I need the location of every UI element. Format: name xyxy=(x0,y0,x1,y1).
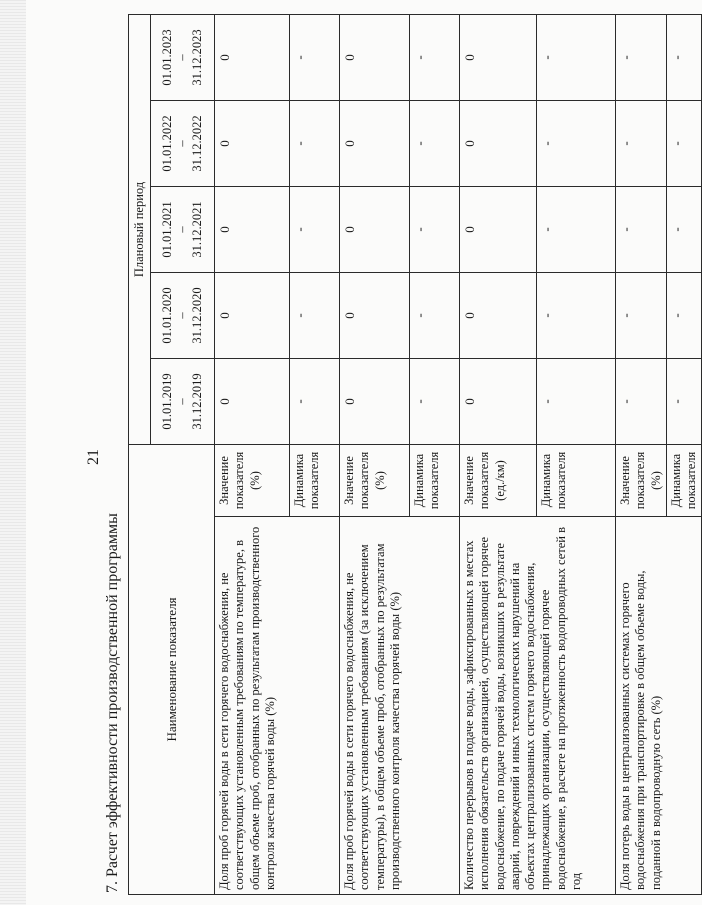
value-cell: - xyxy=(616,100,667,186)
period-end: 31.12.2020 xyxy=(190,287,205,344)
value-cell: - xyxy=(410,14,460,100)
period-dash: – xyxy=(174,398,189,405)
value-cell: 0 xyxy=(340,186,410,272)
efficiency-table xyxy=(128,14,702,895)
value-cell: - xyxy=(616,358,667,444)
value-cell: 0 xyxy=(215,358,290,444)
value-cell: 0 xyxy=(215,14,290,100)
indicator-kind: Динамика показателя xyxy=(537,444,616,516)
period-end: 31.12.2022 xyxy=(190,115,205,172)
period-header xyxy=(151,14,215,100)
period-header xyxy=(151,186,215,272)
indicator-kind: Значение показателя (%) xyxy=(340,444,410,516)
value-cell: 0 xyxy=(340,14,410,100)
period-start: 01.01.2022 xyxy=(159,115,174,172)
indicator-kind: Динамика показателя xyxy=(666,444,702,516)
period-header xyxy=(151,100,215,186)
value-cell: - xyxy=(290,14,340,100)
value-cell: - xyxy=(666,186,702,272)
value-cell: 0 xyxy=(215,100,290,186)
value-cell: - xyxy=(616,14,667,100)
rotated-page-content xyxy=(104,15,698,895)
value-cell: 0 xyxy=(460,186,537,272)
value-cell: 0 xyxy=(215,186,290,272)
table-row xyxy=(616,14,667,894)
period-end: 31.12.2023 xyxy=(190,29,205,86)
value-cell: 0 xyxy=(460,272,537,358)
value-cell: - xyxy=(410,358,460,444)
period-start: 01.01.2021 xyxy=(159,201,174,258)
indicator-kind: Значение показателя (%) xyxy=(215,444,290,516)
header-indicator-name: Наименование показателя xyxy=(129,444,215,894)
value-cell: - xyxy=(290,358,340,444)
indicator-kind: Значение показателя (%) xyxy=(616,444,667,516)
indicator-kind: Значение показателя (ед./км) xyxy=(460,444,537,516)
period-dash: – xyxy=(174,54,189,61)
value-cell: 0 xyxy=(340,358,410,444)
period-dash: – xyxy=(174,226,189,233)
value-cell: - xyxy=(666,100,702,186)
value-cell: 0 xyxy=(460,358,537,444)
indicator-name: Доля проб горячей воды в сети горячего водоснабжения, не соответствующих установленным требованиям по температуре, в общем объеме проб, отобранных по результатам производственного контроля качества горячей воды (%) xyxy=(215,517,340,895)
period-end: 31.12.2019 xyxy=(190,373,205,430)
indicator-kind: Динамика показателя xyxy=(410,444,460,516)
period-dash: – xyxy=(174,312,189,319)
period-end: 31.12.2021 xyxy=(190,201,205,258)
indicator-kind: Динамика показателя xyxy=(290,444,340,516)
table-row xyxy=(215,14,290,894)
value-cell: 0 xyxy=(460,14,537,100)
scan-edge xyxy=(0,0,26,905)
value-cell: - xyxy=(537,272,616,358)
value-cell: - xyxy=(290,186,340,272)
value-cell: - xyxy=(290,272,340,358)
value-cell: - xyxy=(410,186,460,272)
value-cell: - xyxy=(666,272,702,358)
value-cell: - xyxy=(666,14,702,100)
period-start: 01.01.2023 xyxy=(159,29,174,86)
header-planned-period: Плановый период xyxy=(129,14,151,444)
value-cell: - xyxy=(666,358,702,444)
indicator-name: Доля потерь воды в централизованных системах горячего водоснабжения при транспортировке в общем объеме воды, поданной в водопроводную сеть (%) xyxy=(616,517,702,895)
value-cell: 0 xyxy=(340,272,410,358)
value-cell: 0 xyxy=(215,272,290,358)
section-title: 7. Расчет эффективности производственной программы xyxy=(104,513,121,893)
period-header xyxy=(151,272,215,358)
table-row xyxy=(340,14,410,894)
page-number: 21 xyxy=(85,449,102,465)
value-cell: - xyxy=(537,186,616,272)
value-cell: - xyxy=(290,100,340,186)
value-cell: - xyxy=(537,100,616,186)
period-start: 01.01.2019 xyxy=(159,373,174,430)
value-cell: - xyxy=(410,100,460,186)
table-row xyxy=(460,14,537,894)
indicator-name: Количество перерывов в подаче воды, зафиксированных в местах исполнения обязательств организацией, осуществляющей горячее водоснабжение, по подаче горячей воды, возникших в результате аварий, повреждений и иных технологических нарушений на объектах централизованных систем горячего водоснабжения, принадлежащих организации, осуществляющей горячее водоснабжение, в расчете на протяженность водопроводных сетей в год xyxy=(460,517,616,895)
value-cell: - xyxy=(537,14,616,100)
value-cell: 0 xyxy=(340,100,410,186)
value-cell: - xyxy=(410,272,460,358)
value-cell: 0 xyxy=(460,100,537,186)
indicator-name: Доля проб горячей воды в сети горячего водоснабжения, не соответствующих установленным требованиям (за исключением температуры), в общем объеме проб, отобранных по результатам производственного контроля качества горячей воды (%) xyxy=(340,517,460,895)
period-header xyxy=(151,358,215,444)
value-cell: - xyxy=(616,272,667,358)
period-start: 01.01.2020 xyxy=(159,287,174,344)
period-dash: – xyxy=(174,140,189,147)
value-cell: - xyxy=(616,186,667,272)
value-cell: - xyxy=(537,358,616,444)
